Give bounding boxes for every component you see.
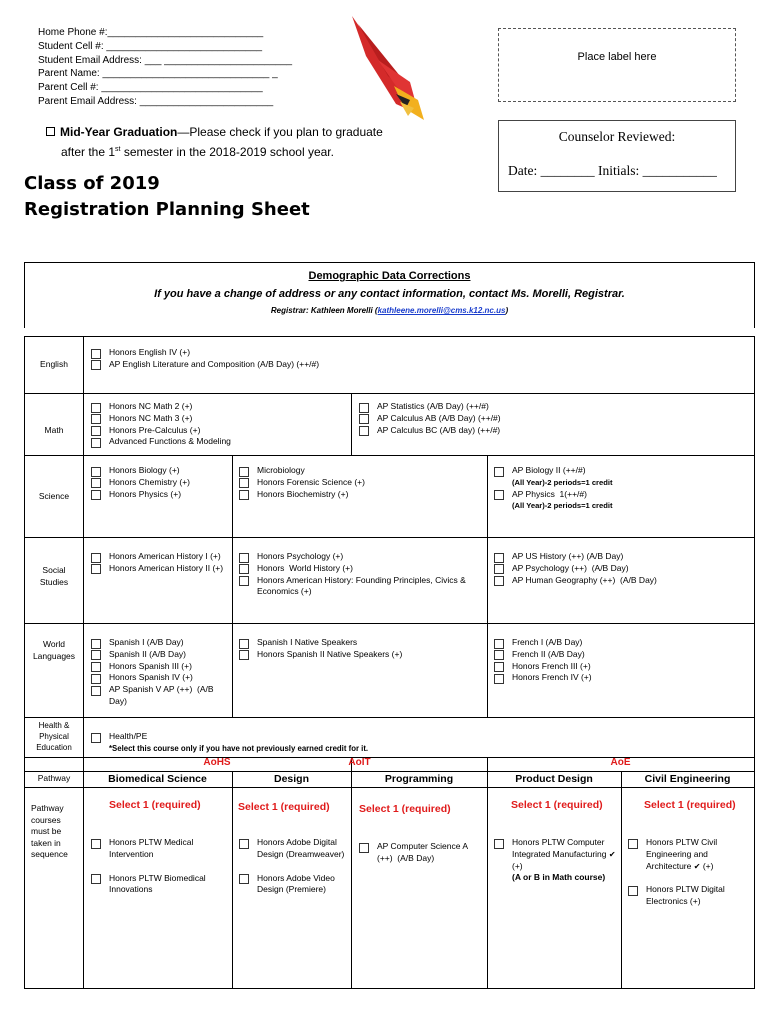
registrar-line: Registrar: Kathleen Morelli (kathleene.morelli@cms.k12.nc.us) — [270, 306, 509, 315]
row-label-math: Math — [44, 425, 64, 435]
select-required-programming: Select 1 (required) — [359, 803, 451, 815]
course-option[interactable]: Honors English IV (+) — [91, 347, 319, 359]
math-courses-col2 — [359, 401, 501, 436]
course-option[interactable]: AP Biology II (++/#) — [494, 465, 752, 477]
course-option[interactable]: Honors Biochemistry (+) — [239, 489, 483, 501]
course-option[interactable]: Honors Spanish IV (+) — [91, 672, 227, 684]
registrar-email-link[interactable]: kathleene.morelli@cms.k12.nc.us — [377, 306, 506, 315]
course-option[interactable]: Honors Pre-Calculus (+) — [91, 425, 349, 437]
checkbox[interactable] — [359, 426, 369, 436]
checkbox[interactable] — [494, 674, 504, 684]
checkbox[interactable] — [91, 553, 101, 563]
pathway-col-product-design: Product Design — [515, 773, 593, 785]
course-option[interactable]: Honors French IV (+) — [494, 672, 752, 684]
course-option[interactable]: Spanish I (A/B Day) — [91, 637, 227, 649]
english-courses — [91, 347, 319, 371]
midyear-text: —Please check if you plan to graduate — [177, 125, 383, 139]
pathway-group-aoe: AoE — [610, 757, 631, 768]
course-option[interactable]: Honors PLTW Computer Integrated Manufacturing ✔ (+) — [494, 837, 618, 872]
checkbox[interactable] — [359, 403, 369, 413]
course-option[interactable]: French II (A/B Day) — [494, 649, 752, 661]
checkbox[interactable] — [239, 478, 249, 488]
course-option[interactable]: Honors American History I (+) — [91, 551, 227, 563]
select-required-design: Select 1 (required) — [238, 801, 330, 813]
checkbox[interactable] — [91, 467, 101, 477]
course-option[interactable]: AP Calculus AB (A/B Day) (++/#) — [359, 413, 501, 425]
course-option[interactable]: Health/PE — [91, 731, 368, 743]
course-option[interactable]: Honors Spanish III (+) — [91, 661, 227, 673]
checkbox[interactable] — [91, 686, 101, 696]
checkbox[interactable] — [239, 839, 249, 849]
course-option[interactable]: Spanish II (A/B Day) — [91, 649, 227, 661]
product-note: (A or B in Math course) — [512, 872, 606, 883]
checkbox[interactable] — [494, 490, 504, 500]
checkbox[interactable] — [239, 467, 249, 477]
course-option[interactable]: Honors PLTW Civil Engineering and Architecture ✔ (+) — [628, 837, 752, 872]
course-option[interactable]: Honors NC Math 2 (+) — [91, 401, 349, 413]
row-label-world-languages: World Languages — [32, 639, 76, 661]
pathway-group-aohs: AoHS — [203, 757, 231, 768]
checkbox[interactable] — [239, 564, 249, 574]
checkbox[interactable] — [91, 639, 101, 649]
social-courses-col2 — [239, 551, 483, 598]
course-option[interactable]: Honors American History: Founding Principles, Civics & Economics (+) — [239, 575, 483, 599]
place-label-box — [498, 28, 736, 102]
pathway-col-biomedical: Biomedical Science — [108, 773, 207, 785]
course-option[interactable]: Honors PLTW Medical Intervention — [91, 837, 229, 861]
checkbox[interactable] — [91, 733, 101, 743]
checkbox[interactable] — [239, 650, 249, 660]
course-option[interactable]: AP English Literature and Composition (A/B Day) (++/#) — [91, 359, 319, 371]
checkmark-icon: ✔ — [608, 849, 616, 859]
course-option[interactable]: AP Physics 1(++/#) — [494, 489, 752, 501]
row-label-health-pe: Health & Physical Education — [36, 721, 72, 752]
world-courses-col3 — [494, 637, 752, 684]
product-design-courses — [494, 837, 618, 884]
demographic-notice — [24, 262, 755, 328]
checkbox[interactable] — [494, 639, 504, 649]
course-option[interactable]: French I (A/B Day) — [494, 637, 752, 649]
checkbox[interactable] — [494, 650, 504, 660]
course-option[interactable]: Honors PLTW Digital Electronics (+) — [628, 884, 752, 908]
course-option[interactable]: Honors PLTW Biomedical Innovations — [91, 873, 229, 897]
civil-engineering-courses — [628, 837, 752, 908]
demographic-heading: Demographic Data Corrections — [308, 270, 471, 282]
checkbox[interactable] — [239, 553, 249, 563]
design-courses — [239, 837, 347, 896]
checkbox[interactable] — [494, 467, 504, 477]
midyear-text-line2: after the 1st semester in the 2018-2019 school year. — [61, 145, 334, 159]
pathway-sequence-note: Pathway courses must be taken in sequence — [31, 803, 68, 859]
course-note: (All Year)-2 periods=1 credit — [512, 501, 613, 511]
midyear-label: Mid-Year Graduation — [60, 125, 178, 139]
home-phone-line: Home Phone #:____________________________ — [38, 27, 264, 38]
checkbox[interactable] — [91, 349, 101, 359]
course-option[interactable]: Honors Forensic Science (+) — [239, 477, 483, 489]
health-courses — [91, 731, 368, 755]
pathway-group-aoit: AoIT — [348, 757, 371, 768]
row-label-english: English — [40, 359, 68, 369]
checkbox[interactable] — [91, 490, 101, 500]
course-option[interactable]: Spanish I Native Speakers — [239, 637, 483, 649]
course-option[interactable]: Honors Adobe Video Design (Premiere) — [239, 873, 347, 897]
student-cell-line: Student Cell #: ____________________________ — [38, 40, 263, 52]
checkbox[interactable] — [91, 650, 101, 660]
checkbox[interactable] — [91, 360, 101, 370]
student-email-line: Student Email Address: ___ _______________________ — [38, 54, 293, 66]
course-option[interactable]: Microbiology — [239, 465, 483, 477]
checkbox[interactable] — [91, 874, 101, 884]
programming-courses — [359, 841, 485, 865]
course-option[interactable]: Honors French III (+) — [494, 661, 752, 673]
course-option[interactable]: Honors American History II (+) — [91, 563, 227, 575]
parent-email-line: Parent Email Address: ________________________ — [38, 95, 274, 107]
math-courses-col1 — [91, 401, 349, 448]
course-option[interactable]: AP Psychology (++) (A/B Day) — [494, 563, 752, 575]
checkbox[interactable] — [239, 576, 249, 586]
place-label-text: Place label here — [577, 51, 657, 63]
course-note: (All Year)-2 periods=1 credit — [512, 477, 613, 487]
demographic-note: If you have a change of address or any contact information, contact Ms. Morelli, Registrar. — [154, 288, 625, 300]
checkbox[interactable] — [91, 426, 101, 436]
course-option[interactable]: AP Computer Science A (++) (A/B Day) — [359, 841, 485, 865]
course-option[interactable]: Honors World History (+) — [239, 563, 483, 575]
page-title-line2: Registration Planning Sheet — [24, 199, 310, 220]
checkbox[interactable] — [91, 403, 101, 413]
checkbox[interactable] — [494, 662, 504, 672]
row-label-pathway: Pathway — [37, 773, 71, 783]
row-label-social-studies: Social Studies — [39, 565, 69, 587]
biomed-courses — [91, 837, 229, 896]
checkbox[interactable] — [239, 639, 249, 649]
checkbox[interactable] — [494, 564, 504, 574]
course-option[interactable]: Honors Psychology (+) — [239, 551, 483, 563]
contact-info-block — [38, 26, 292, 109]
checkbox[interactable] — [494, 839, 504, 849]
course-option[interactable]: AP US History (++) (A/B Day) — [494, 551, 752, 563]
course-option[interactable]: Honors Chemistry (+) — [91, 477, 229, 489]
course-option[interactable]: Advanced Functions & Modeling — [91, 436, 349, 448]
counselor-date-initials: Date: ________ Initials: ___________ — [508, 163, 717, 178]
checkmark-icon: ✔ — [693, 861, 701, 871]
world-courses-col2 — [239, 637, 483, 661]
social-courses-col1 — [91, 551, 227, 575]
course-option[interactable]: Honors Physics (+) — [91, 489, 229, 501]
checkbox[interactable] — [628, 886, 638, 896]
course-option[interactable]: Honors Adobe Digital Design (Dreamweaver) — [239, 837, 347, 861]
midyear-checkbox[interactable] — [46, 127, 55, 136]
checkbox[interactable] — [239, 490, 249, 500]
pathway-col-design: Design — [273, 773, 309, 785]
checkbox[interactable] — [91, 674, 101, 684]
course-option[interactable]: AP Human Geography (++) (A/B Day) — [494, 575, 752, 587]
course-option[interactable]: AP Statistics (A/B Day) (++/#) — [359, 401, 501, 413]
checkbox[interactable] — [239, 874, 249, 884]
checkbox[interactable] — [91, 478, 101, 488]
course-option[interactable]: Honors Spanish II Native Speakers (+) — [239, 649, 483, 661]
science-courses-col1 — [91, 465, 229, 500]
checkbox[interactable] — [91, 564, 101, 574]
counselor-review-box — [498, 120, 736, 192]
science-courses-col2 — [239, 465, 483, 500]
pathway-col-programming: Programming — [384, 773, 454, 785]
checkbox[interactable] — [359, 843, 369, 853]
checkbox[interactable] — [91, 414, 101, 424]
health-note: *Select this course only if you have not previously earned credit for it. — [109, 743, 369, 753]
checkbox[interactable] — [91, 662, 101, 672]
checkbox[interactable] — [494, 576, 504, 586]
world-courses-col1 — [91, 637, 227, 708]
midyear-graduation-option[interactable] — [46, 124, 383, 161]
page-title — [24, 171, 310, 223]
parent-name-line: Parent Name: ______________________________ _ — [38, 68, 278, 80]
select-required-civil: Select 1 (required) — [644, 799, 736, 811]
cardinal-logo-icon — [348, 16, 424, 124]
checkbox[interactable] — [628, 839, 638, 849]
course-grid — [24, 336, 755, 989]
pathway-col-civil-engineering: Civil Engineering — [644, 773, 731, 785]
course-option[interactable]: Honors Biology (+) — [91, 465, 229, 477]
page-title-line1: Class of 2019 — [24, 173, 160, 194]
row-label-science: Science — [38, 491, 70, 501]
checkbox[interactable] — [359, 414, 369, 424]
select-required-product: Select 1 (required) — [511, 799, 603, 811]
course-option[interactable]: AP Calculus BC (A/B day) (++/#) — [359, 425, 501, 437]
checkbox[interactable] — [494, 553, 504, 563]
select-required-biomed: Select 1 (required) — [109, 799, 201, 811]
social-courses-col3 — [494, 551, 752, 586]
course-option[interactable]: Honors NC Math 3 (+) — [91, 413, 349, 425]
course-option[interactable]: AP Spanish V AP (++) (A/B Day) — [91, 684, 227, 708]
checkbox[interactable] — [91, 438, 101, 448]
counselor-reviewed-title: Counselor Reviewed: — [558, 129, 676, 144]
checkbox[interactable] — [91, 839, 101, 849]
parent-cell-line: Parent Cell #: _____________________________ — [38, 82, 263, 94]
science-courses-col3 — [494, 465, 752, 512]
